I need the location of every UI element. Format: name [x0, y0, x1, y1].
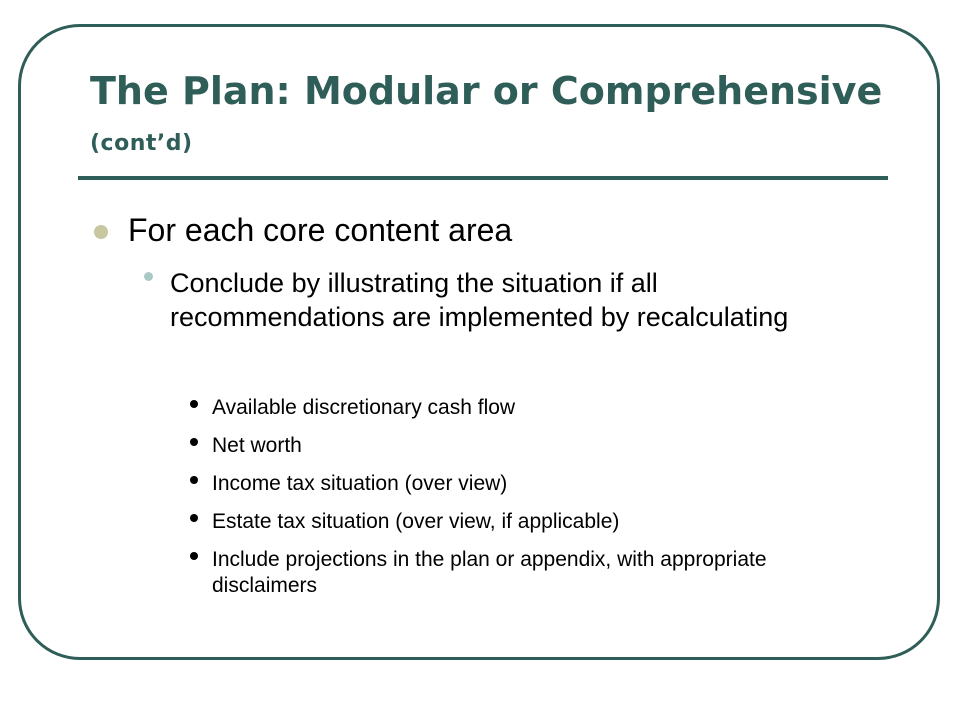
level1-text: For each core content area [128, 212, 513, 248]
level3-item [188, 395, 868, 421]
level3-text: Income tax situation (over view) [212, 472, 508, 495]
level2-bullet-icon [144, 272, 153, 281]
level1-bullet-icon [94, 225, 108, 239]
level3-item [188, 547, 868, 599]
level3-text: Net worth [212, 434, 302, 457]
level3-text: Include projections in the plan or appendix, with appropriate disclaimers [212, 548, 767, 597]
bullet-icon [190, 476, 198, 484]
level2-text: Conclude by illustrating the situation if all recommendations are implemented by recalculating [170, 268, 789, 332]
level3-list [188, 395, 868, 611]
slide-title-suffix: (cont’d) [90, 131, 193, 156]
level3-item [188, 471, 868, 497]
slide-title-main: The Plan: Modular or Comprehensive [90, 69, 883, 113]
bullet-icon [190, 552, 198, 560]
bullet-icon [190, 514, 198, 522]
level3-item [188, 433, 868, 459]
bullet-icon [190, 438, 198, 446]
level3-item [188, 509, 868, 535]
level3-text: Available discretionary cash flow [212, 396, 516, 419]
bullet-icon [190, 400, 198, 408]
level3-text: Estate tax situation (over view, if applicable) [212, 510, 620, 533]
